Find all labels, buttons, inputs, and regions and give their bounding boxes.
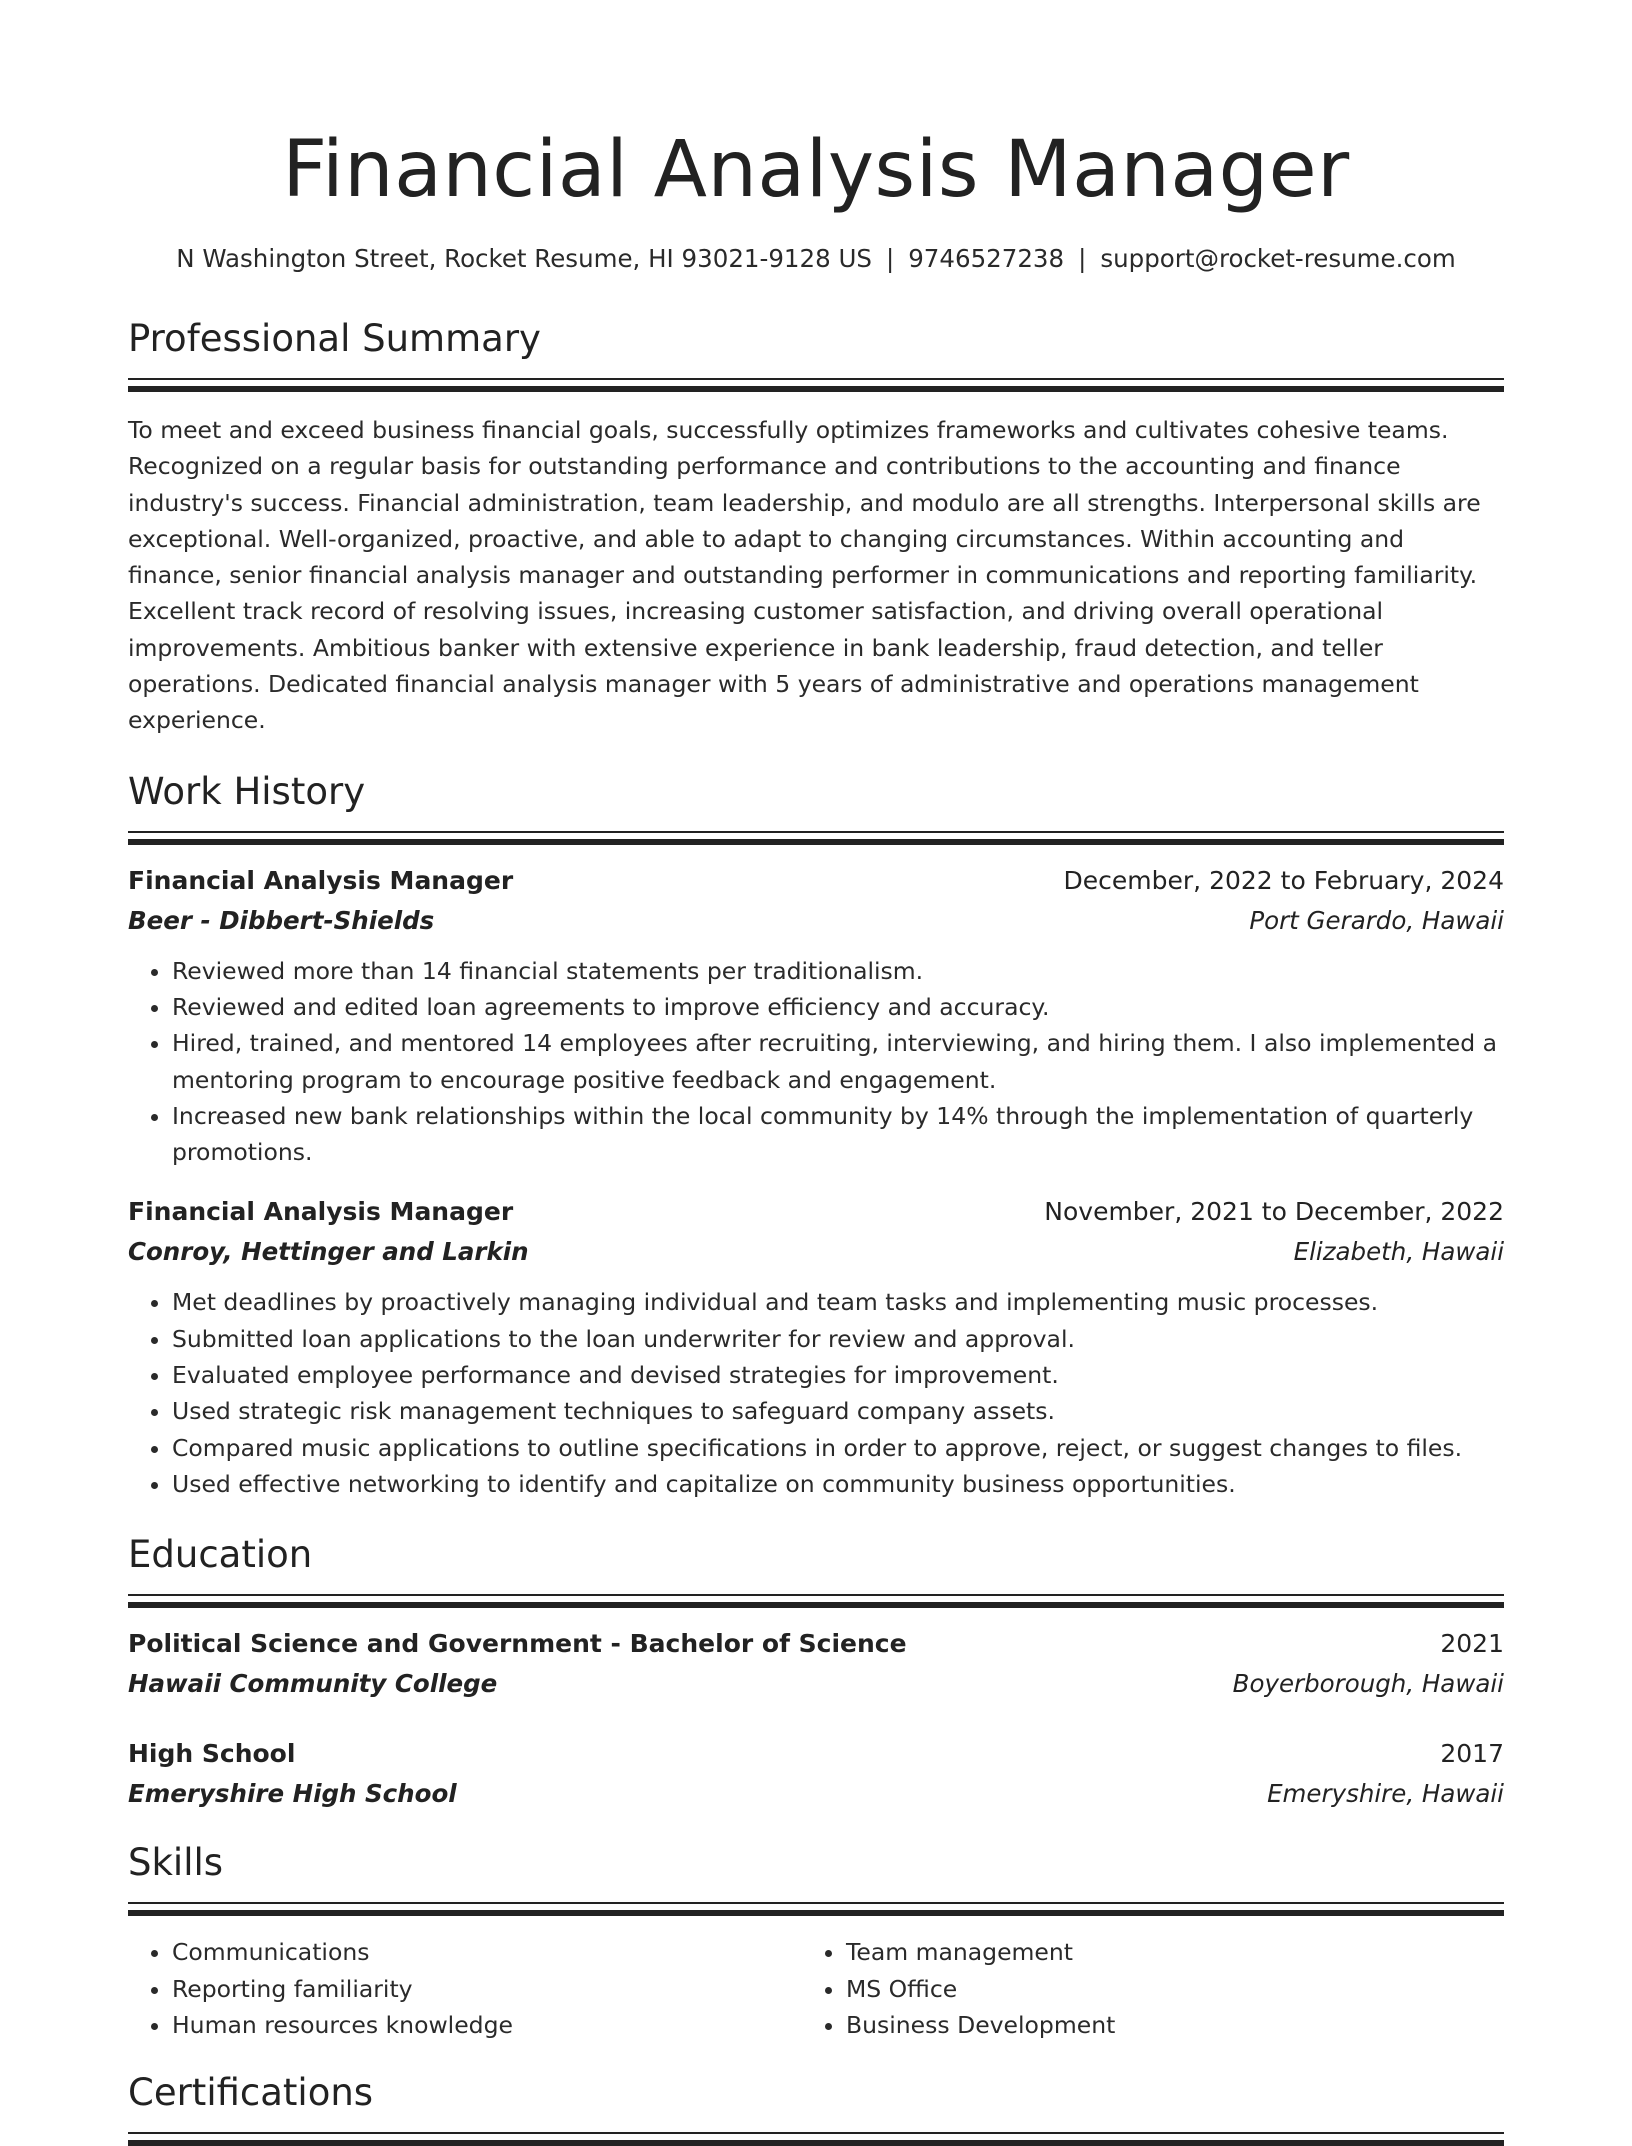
job-employer: Beer - Dibbert-Shields (128, 905, 435, 935)
section-divider (128, 2132, 1504, 2146)
contact-separator: | (1078, 244, 1087, 273)
contact-separator: | (885, 244, 895, 273)
skills-column-left (128, 1934, 802, 2044)
job-employer: Conroy, Hettinger and Larkin (128, 1237, 529, 1267)
contact-address: N Washington Street, Rocket Resume, HI 93021-9128 US (176, 244, 872, 273)
job-bullet: • Hired, trained, and mentored 14 employees after recruiting, interviewing, and hiring them. I also implemented a mentoring program to encourage positive feedback and engagement. (172, 1025, 1504, 1098)
section-divider (128, 1594, 1504, 1608)
education-year: 2017 (1440, 1739, 1504, 1769)
job-entry (128, 1192, 1504, 1502)
education-section (128, 1532, 1504, 1814)
education-school: Hawaii Community College (128, 1669, 498, 1699)
skill-item: • Human resources knowledge (172, 2007, 802, 2044)
skill-item: • MS Office (846, 1971, 1476, 2008)
education-degree: High School (128, 1739, 296, 1769)
job-bullet: • Used strategic risk management techniques to safeguard company assets. (172, 1393, 1504, 1429)
job-location: Port Gerardo, Hawaii (1249, 905, 1504, 935)
section-divider (128, 378, 1504, 392)
certifications-section (128, 2070, 1504, 2146)
section-title-certifications: Certifications (128, 2070, 374, 2114)
education-school-row (128, 1664, 1504, 1704)
education-degree: Political Science and Government - Bachelor of Science (128, 1629, 907, 1659)
job-header-row (128, 1192, 1504, 1232)
job-title: Financial Analysis Manager (128, 1197, 514, 1227)
job-bullet: • Met deadlines by proactively managing individual and team tasks and implementing music processes. (172, 1284, 1504, 1320)
job-bullet: • Used effective networking to identify and capitalize on community business opportunities. (172, 1466, 1504, 1502)
education-location: Emeryshire, Hawaii (1267, 1779, 1504, 1809)
job-bullet: • Evaluated employee performance and devised strategies for improvement. (172, 1357, 1504, 1393)
skills-section (128, 1840, 1504, 2044)
job-bullet: • Submitted loan applications to the loan underwriter for review and approval. (172, 1321, 1504, 1357)
job-dates: November, 2021 to December, 2022 (1044, 1197, 1504, 1227)
job-employer-row (128, 1232, 1504, 1272)
summary-section (128, 316, 1504, 739)
section-title-skills: Skills (128, 1841, 224, 1885)
skill-item: • Business Development (846, 2007, 1476, 2044)
section-title-work: Work History (128, 769, 366, 813)
job-employer-row (128, 901, 1504, 941)
contact-email: support@rocket-resume.com (1100, 244, 1456, 273)
education-school: Emeryshire High School (128, 1779, 457, 1809)
education-entry (128, 1624, 1504, 1704)
job-title: Financial Analysis Manager (128, 865, 514, 895)
work-history-section (128, 769, 1504, 1503)
job-bullet: • Reviewed more than 14 financial statements per traditionalism. (172, 953, 1504, 989)
section-divider (128, 1902, 1504, 1916)
contact-phone: 9746527238 (908, 244, 1065, 273)
contact-line (128, 242, 1504, 276)
summary-text: To meet and exceed business financial goals, successfully optimizes frameworks and cultivates cohesive teams. Recognized on a regular basis for outstanding performance and contributions to the accounting and finance industry's success. Financial administration, team leadership, and modulo are all strengths. Interpersonal skills are exceptional. Well-organized, proactive, and able to adapt to changing circumstances. Within accounting and finance, senior financial analysis manager and outstanding performer in communications and reporting familiarity. Excellent track record of resolving issues, increasing customer satisfaction, and driving overall operational improvements. Ambitious banker with extensive experience in bank leadership, fraud detection, and teller operations. Dedicated financial analysis manager with 5 years of administrative and operations management experience. (128, 416, 1481, 735)
education-header-row (128, 1734, 1504, 1774)
skill-item: • Reporting familiarity (172, 1971, 802, 2008)
job-bullets (128, 1284, 1504, 1502)
skills-column-right (802, 1934, 1476, 2044)
resume-name: Financial Analysis Manager (282, 125, 1350, 215)
education-location: Boyerborough, Hawaii (1232, 1669, 1504, 1699)
job-bullets (128, 953, 1504, 1171)
education-header-row (128, 1624, 1504, 1664)
education-entry (128, 1734, 1504, 1814)
education-school-row (128, 1774, 1504, 1814)
job-bullet: • Reviewed and edited loan agreements to improve efficiency and accuracy. (172, 989, 1504, 1025)
education-year: 2021 (1440, 1629, 1504, 1659)
skill-item: • Team management (846, 1934, 1476, 1971)
job-bullet: • Increased new bank relationships within the local community by 14% through the implementation of quarterly promotions. (172, 1098, 1504, 1171)
job-bullet: • Compared music applications to outline specifications in order to approve, reject, or suggest changes to files. (172, 1430, 1504, 1466)
section-title-summary: Professional Summary (128, 317, 541, 360)
job-dates: December, 2022 to February, 2024 (1063, 865, 1504, 895)
section-divider (128, 831, 1504, 845)
skill-item: • Communications (172, 1934, 802, 1971)
section-title-education: Education (128, 1533, 313, 1577)
job-header-row (128, 861, 1504, 901)
skills-grid (128, 1934, 1504, 2044)
job-entry (128, 861, 1504, 1171)
job-location: Elizabeth, Hawaii (1293, 1237, 1504, 1267)
